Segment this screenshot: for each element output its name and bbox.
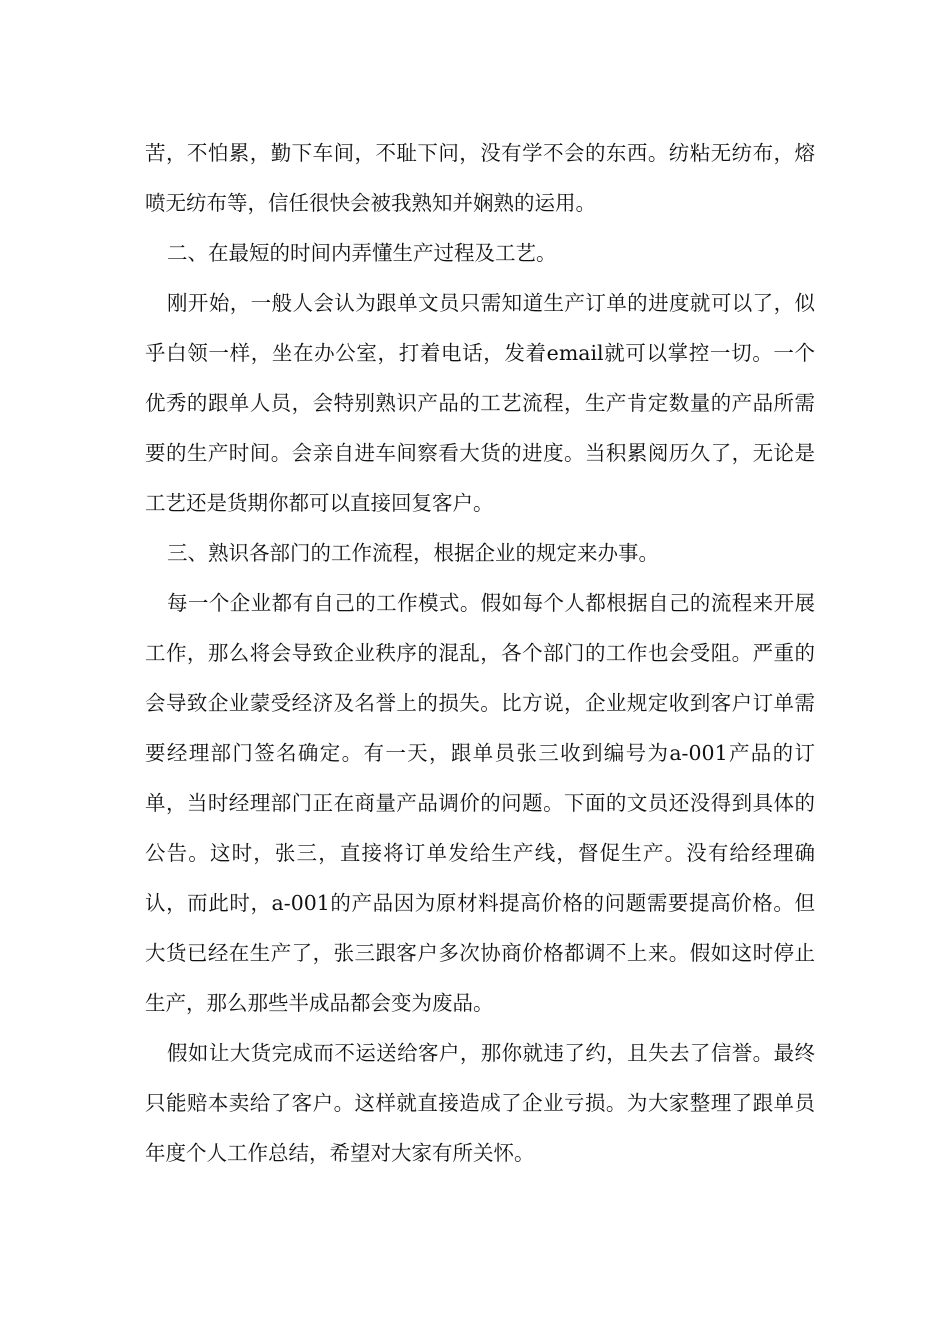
- section-heading-2: 二、在最短的时间内弄懂生产过程及工艺。: [167, 241, 557, 265]
- paragraph-continuation: 苦，不怕累，勤下车间，不耻下问，没有学不会的东西。纺粘无纺布，熔喷无纺布等，信任很快会被我熟知并娴熟的运用。: [145, 141, 815, 215]
- paragraph-conclusion: 假如让大货完成而不运送给客户，那你就违了约，且失去了信誉。最终只能赔本卖给了客户。这样就直接造成了企业亏损。为大家整理了跟单员年度个人工作总结，希望对大家有所关怀。: [145, 1041, 815, 1165]
- section-heading-3: 三、熟识各部门的工作流程，根据企业的规定来办事。: [167, 541, 659, 565]
- paragraph-workflow-example: 每一个企业都有自己的工作模式。假如每个人都根据自己的流程来开展工作，那么将会导致企业秩序的混乱，各个部门的工作也会受阻。严重的会导致企业蒙受经济及名誉上的损失。比方说，企业规定收到客户订单需要经理部门签名确定。有一天，跟单员张三收到编号为a-001产品的订单，当时经理部门正在商量产品调价的问题。下面的文员还没得到具体的公告。这时，张三，直接将订单发给生产线，督促生产。没有给经理确认，而此时，a-001的产品因为原材料提高价格的问题需要提高价格。但大货已经在生产了，张三跟客户多次协商价格都调不上来。假如这时停止生产，那么那些半成品都会变为废品。: [145, 591, 815, 1015]
- paragraph-production-process: 刚开始，一般人会认为跟单文员只需知道生产订单的进度就可以了，似乎白领一样，坐在办公室，打着电话，发着email就可以掌控一切。一个优秀的跟单人员，会特别熟识产品的工艺流程，生产肯定数量的产品所需要的生产时间。会亲自进车间察看大货的进度。当积累阅历久了，无论是工艺还是货期你都可以直接回复客户。: [145, 291, 815, 515]
- document-body: [145, 128, 815, 1178]
